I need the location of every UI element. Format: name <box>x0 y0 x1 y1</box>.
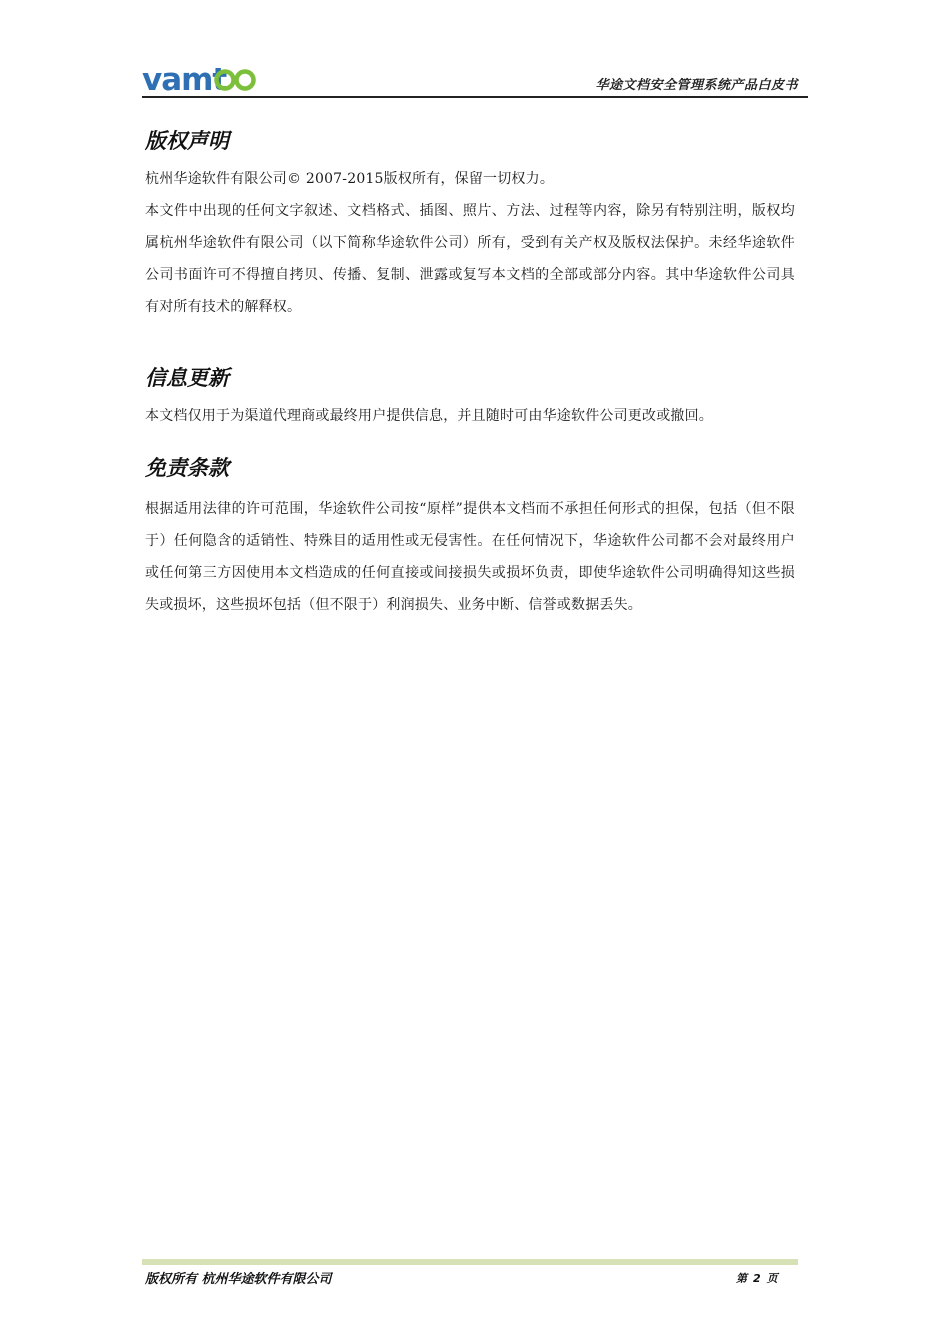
section-heading: 信息更新 <box>145 366 229 390</box>
paragraph: 杭州华途软件有限公司© 2007-2015版权所有，保留一切权力。 <box>145 171 555 187</box>
section-heading: 免责条款 <box>145 456 229 480</box>
footer-rule <box>142 1259 798 1265</box>
page-body <box>145 126 795 651</box>
section-heading: 版权声明 <box>145 129 229 153</box>
page-suffix: 页 <box>766 1272 778 1285</box>
page-prefix: 第 <box>736 1272 747 1285</box>
paragraph: 本文档仅用于为渠道代理商或最终用户提供信息，并且随时可由华途软件公司更改或撤回。 <box>145 408 713 424</box>
page-number-value: 2 <box>753 1272 761 1285</box>
vamtoo-logo <box>142 56 262 96</box>
footer-copyright: 版权所有 杭州华途软件有限公司 <box>145 1272 332 1287</box>
paragraph: 本文件中出现的任何文字叙述、文档格式、插图、照片、方法、过程等内容，除另有特别注明，版权均属杭州华途软件有限公司（以下简称华途软件公司）所有，受到有关产权及版权法保护。未经华途软件公司书面许可不得擅自拷贝、传播、复制、泄露或复写本文档的全部或部分内容。其中华途软件公司具有对所有技术的解释权。 <box>145 203 795 315</box>
section-disclaimer <box>145 453 795 621</box>
page-header <box>142 56 808 98</box>
section-copyright <box>145 126 795 323</box>
document-title: 华途文档安全管理系统产品白皮书 <box>595 78 798 93</box>
section-info-update <box>145 363 795 429</box>
svg-text:vamt: vamt <box>142 62 227 96</box>
paragraph: 根据适用法律的许可范围，华途软件公司按“原样”提供本文档而不承担任何形式的担保，包括（但不限于）任何隐含的适销性、特殊目的适用性或无侵害性。在任何情况下，华途软件公司都不会对最终用户或任何第三方因使用本文档造成的任何直接或间接损失或损坏负责，即使华途软件公司明确得知这些损失或损坏，这些损坏包括（但不限于）利润损失、业务中断、信誉或数据丢失。 <box>145 501 795 613</box>
page-number <box>733 1270 781 1286</box>
